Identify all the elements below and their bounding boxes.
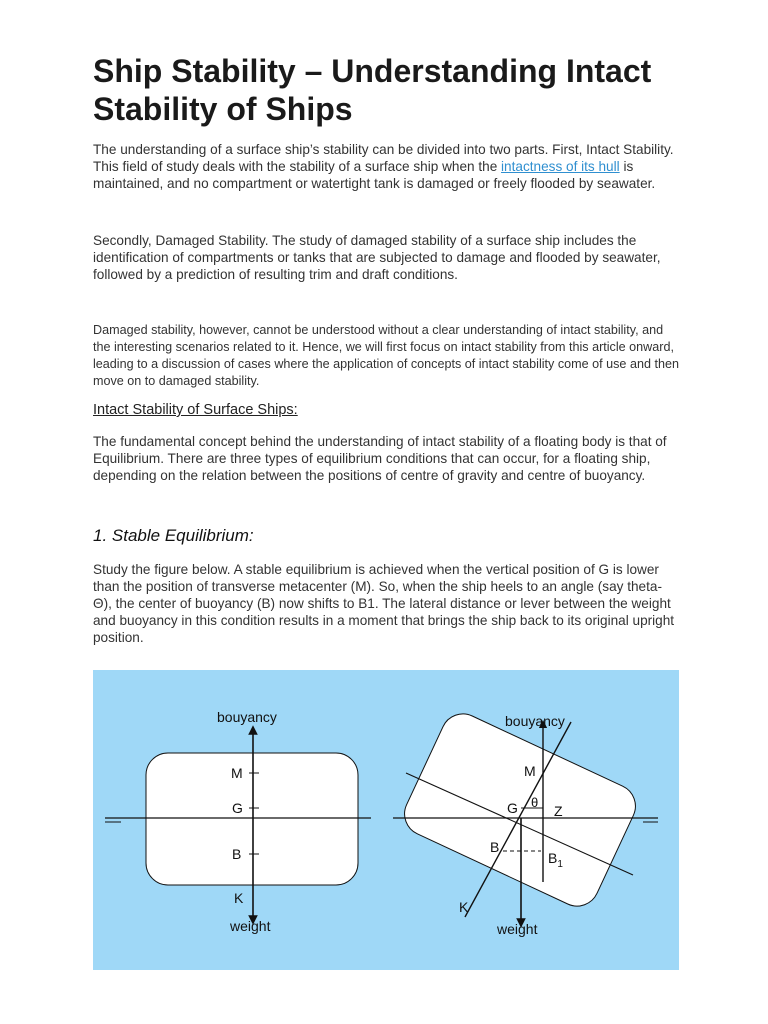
left-bouyancy-label: bouyancy (217, 709, 277, 725)
paragraph-intact-intro (93, 142, 683, 193)
paragraph-damaged-intro: Secondly, Damaged Stability. The study of damaged stability of a surface ship includes the identification of compartments or tanks that are subjected to damage and flooded by seawater, followed by a prediction of resulting trim and draft conditions. (93, 233, 661, 282)
b1-main: B (548, 850, 558, 866)
left-point-b: B (232, 846, 242, 862)
paragraph-stable-explanation: Study the figure below. A stable equilibrium is achieved when the vertical position of G is lower than the position of transverse metacenter (M). So, when the ship heels to an angle (say theta- Θ), the center of buoyancy (B) now shifts to B1. The lateral distance or lever between the weight and buoyancy in this condition results in a moment that brings the ship back to its original upright position. (93, 562, 675, 645)
left-point-k: K (234, 890, 244, 906)
right-weight-label: weight (497, 921, 538, 937)
right-bouyancy-label: bouyancy (505, 713, 565, 729)
paragraph-focus: Damaged stability, however, cannot be understood without a clear understanding of intact stability, and the interesting scenarios related to it. Hence, we will first focus on intact stability from this article onward, leading to a discussion of cases where the application of concepts of intact stability come of use and then move on to damaged stability. (93, 323, 679, 388)
intactness-link[interactable]: intactness of its hull (501, 158, 620, 174)
section-heading-stable-equilibrium: 1. Stable Equilibrium: (93, 526, 254, 545)
heeled-hull (397, 707, 642, 914)
paragraph-equilibrium: The fundamental concept behind the understanding of intact stability of a floating body is that of Equilibrium. There are three types of equilibrium conditions that can occur, for a floating ship, depending on the relation between the positions of centre of gravity and centre of buoyancy. (93, 434, 667, 483)
subheading-intact-stability: Intact Stability of Surface Ships: (93, 402, 298, 418)
right-point-m: M (524, 763, 536, 779)
theta-angle-label: θ (531, 795, 539, 810)
left-point-g: G (232, 800, 243, 816)
left-point-m: M (231, 765, 243, 781)
right-point-z: Z (554, 803, 563, 819)
heeled-ship-diagram (393, 707, 658, 937)
right-point-k: K (459, 899, 469, 915)
right-point-g: G (507, 800, 518, 816)
upright-ship-diagram (105, 709, 371, 934)
stability-figure (93, 670, 679, 970)
paragraph-text: is maintained, and no compartment or watertight tank is damaged or freely flooded by seawater. (93, 158, 656, 191)
left-weight-label: weight (230, 918, 271, 934)
paragraph-text: The understanding of a surface ship’s stability can be divided into two parts. First, Intact Stability. This field of study deals with the stability of a surface ship when the (93, 142, 674, 174)
right-point-b: B (490, 839, 500, 855)
stability-diagram-svg (93, 670, 679, 970)
b1-subscript: 1 (557, 859, 563, 870)
page-title: Ship Stability – Understanding Intact Stability of Ships (93, 53, 652, 127)
